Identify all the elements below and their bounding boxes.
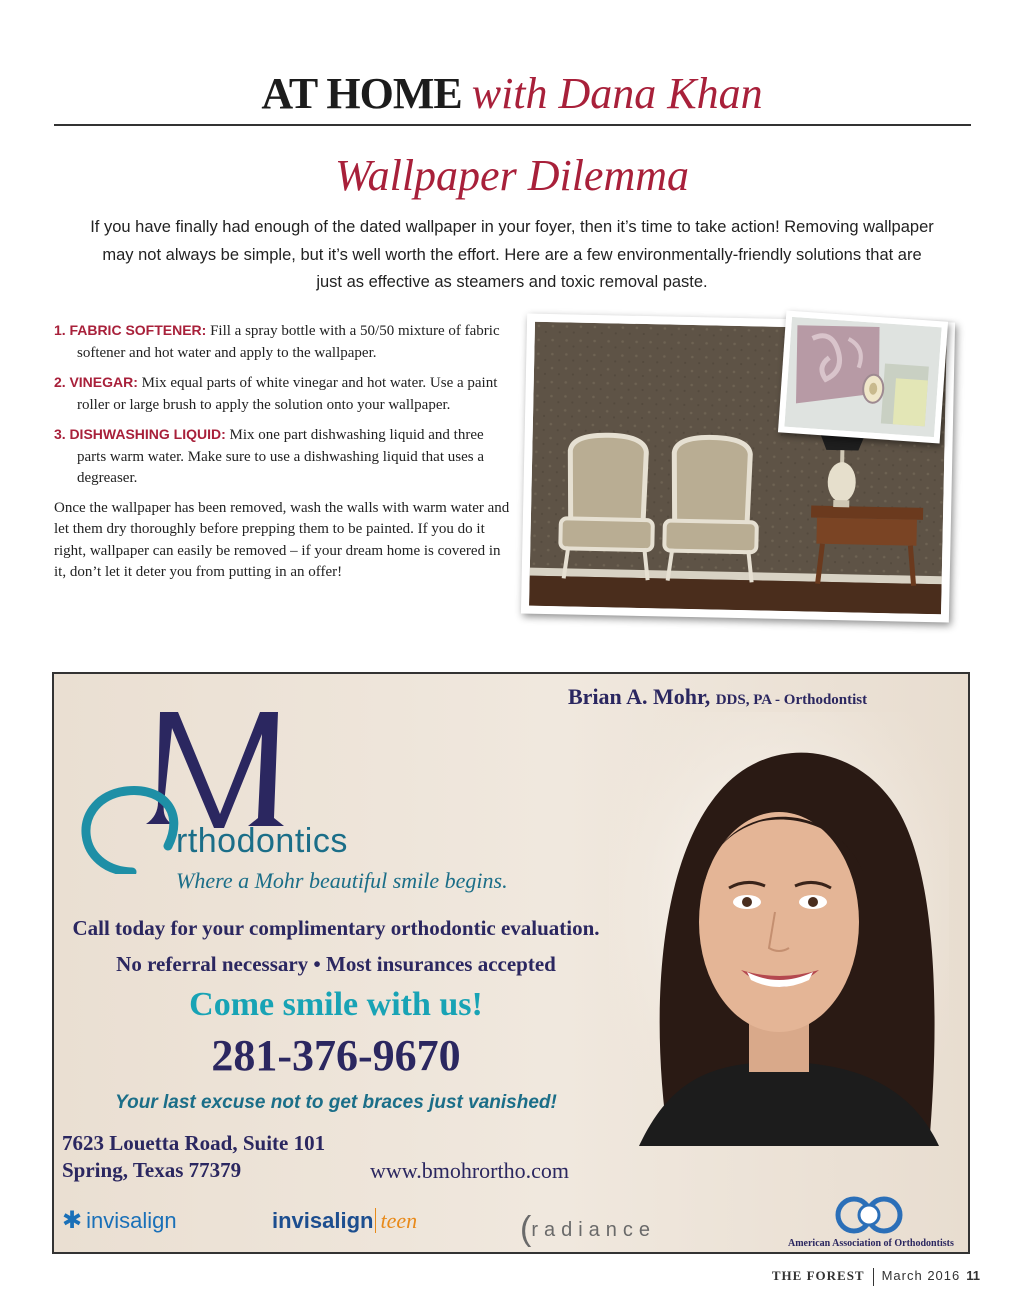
column-author: with Dana Khan <box>471 69 763 118</box>
invisalign-star-icon: ✱ <box>62 1207 83 1234</box>
article-intro: If you have finally had enough of the dated wallpaper in your foyer, then it’s time to take action! Removing wallpaper may not always be simple, but it’s well worth the effort. Here are a few environmentally-friendly solutions that are just as effective as steamers and toxic removal paste. <box>90 218 934 291</box>
page-footer <box>772 1268 980 1286</box>
article-closing: Once the wallpaper has been removed, wash the walls with warm water and let them dry thoroughly before prepping them to be painted. If you do it right, wallpaper can easily be removed – if your dream home is covered in it, don’t let it deter you from putting in an offer! <box>54 499 510 580</box>
header-divider <box>54 124 971 126</box>
ad-headline: Come smile with us! <box>189 986 483 1023</box>
ad-no-referral: No referral necessary • Most insurances accepted <box>116 952 556 976</box>
patient-portrait <box>609 712 949 1146</box>
invisalign-teen-logo <box>272 1208 417 1234</box>
ad-call-to-action: Call today for your complimentary orthodontic evaluation. <box>72 916 600 940</box>
tip-label: DISHWASHING LIQUID: <box>69 426 226 442</box>
footer-divider <box>873 1268 874 1286</box>
address-line-2: Spring, Texas 77379 <box>62 1158 242 1182</box>
invisalign-wordmark: invisalign <box>86 1208 177 1233</box>
wallpaper-roll-photo <box>778 310 948 443</box>
tip-item <box>54 424 516 490</box>
wallpaper-roll-illustration <box>784 317 941 437</box>
tip-item <box>54 372 516 416</box>
tip-number: 3. <box>54 426 66 442</box>
tip-text: Fill a spray bottle with a 50/50 mixture of fabric softener and hot water and apply to the wallpaper. <box>77 323 500 361</box>
tip-number: 1. <box>54 322 66 338</box>
magazine-name: THE FOREST <box>771 1268 865 1283</box>
ad-slogan: Your last excuse not to get braces just vanished! <box>115 1092 557 1113</box>
tip-text: Mix one part dishwashing liquid and three parts warm water. Make sure to use a dishwashing liquid that uses a degreaser. <box>77 427 484 486</box>
ad-website: www.bmohrortho.com <box>370 1158 569 1183</box>
address-line-1: 7623 Louetta Road, Suite 101 <box>62 1131 326 1155</box>
tip-label: FABRIC SOFTENER: <box>69 322 207 338</box>
radiance-wordmark: radiance <box>531 1219 657 1241</box>
ad-phone-number: 281-376-9670 <box>211 1031 461 1080</box>
brand-name: rthodontics <box>176 822 348 860</box>
aao-name: American Association of Orthodontists <box>788 1238 954 1249</box>
radiance-mark-icon: ( <box>520 1210 532 1248</box>
ad-tagline: Where a Mohr beautiful smile begins. <box>176 868 508 893</box>
invisalign-teen-wordmark: invisalign <box>272 1208 374 1233</box>
column-header <box>0 68 1024 119</box>
invisalign-logo <box>62 1206 177 1235</box>
radiance-logo <box>520 1206 657 1248</box>
tip-text: Mix equal parts of white vinegar and hot water. Use a paint roller or large brush to apply the solution onto your wallpaper. <box>77 375 498 413</box>
page-number: 11 <box>966 1268 980 1283</box>
teen-wordmark: teen <box>375 1208 417 1233</box>
tip-item <box>54 320 516 364</box>
article-title: Wallpaper Dilemma <box>334 151 690 200</box>
tips-list <box>54 320 516 584</box>
column-name: AT HOME <box>261 69 462 118</box>
tip-label: VINEGAR: <box>69 374 138 390</box>
orthodontics-ad <box>52 672 970 1254</box>
aao-logo-icon <box>824 1196 914 1234</box>
tip-number: 2. <box>54 374 66 390</box>
doctor-name-line <box>568 684 867 710</box>
issue-date: March 2016 <box>881 1268 961 1283</box>
ad-address <box>62 1130 325 1184</box>
doctor-name: Brian A. Mohr, <box>568 684 711 709</box>
partner-logos <box>54 1192 968 1252</box>
doctor-credentials: DDS, PA - Orthodontist <box>715 692 868 708</box>
